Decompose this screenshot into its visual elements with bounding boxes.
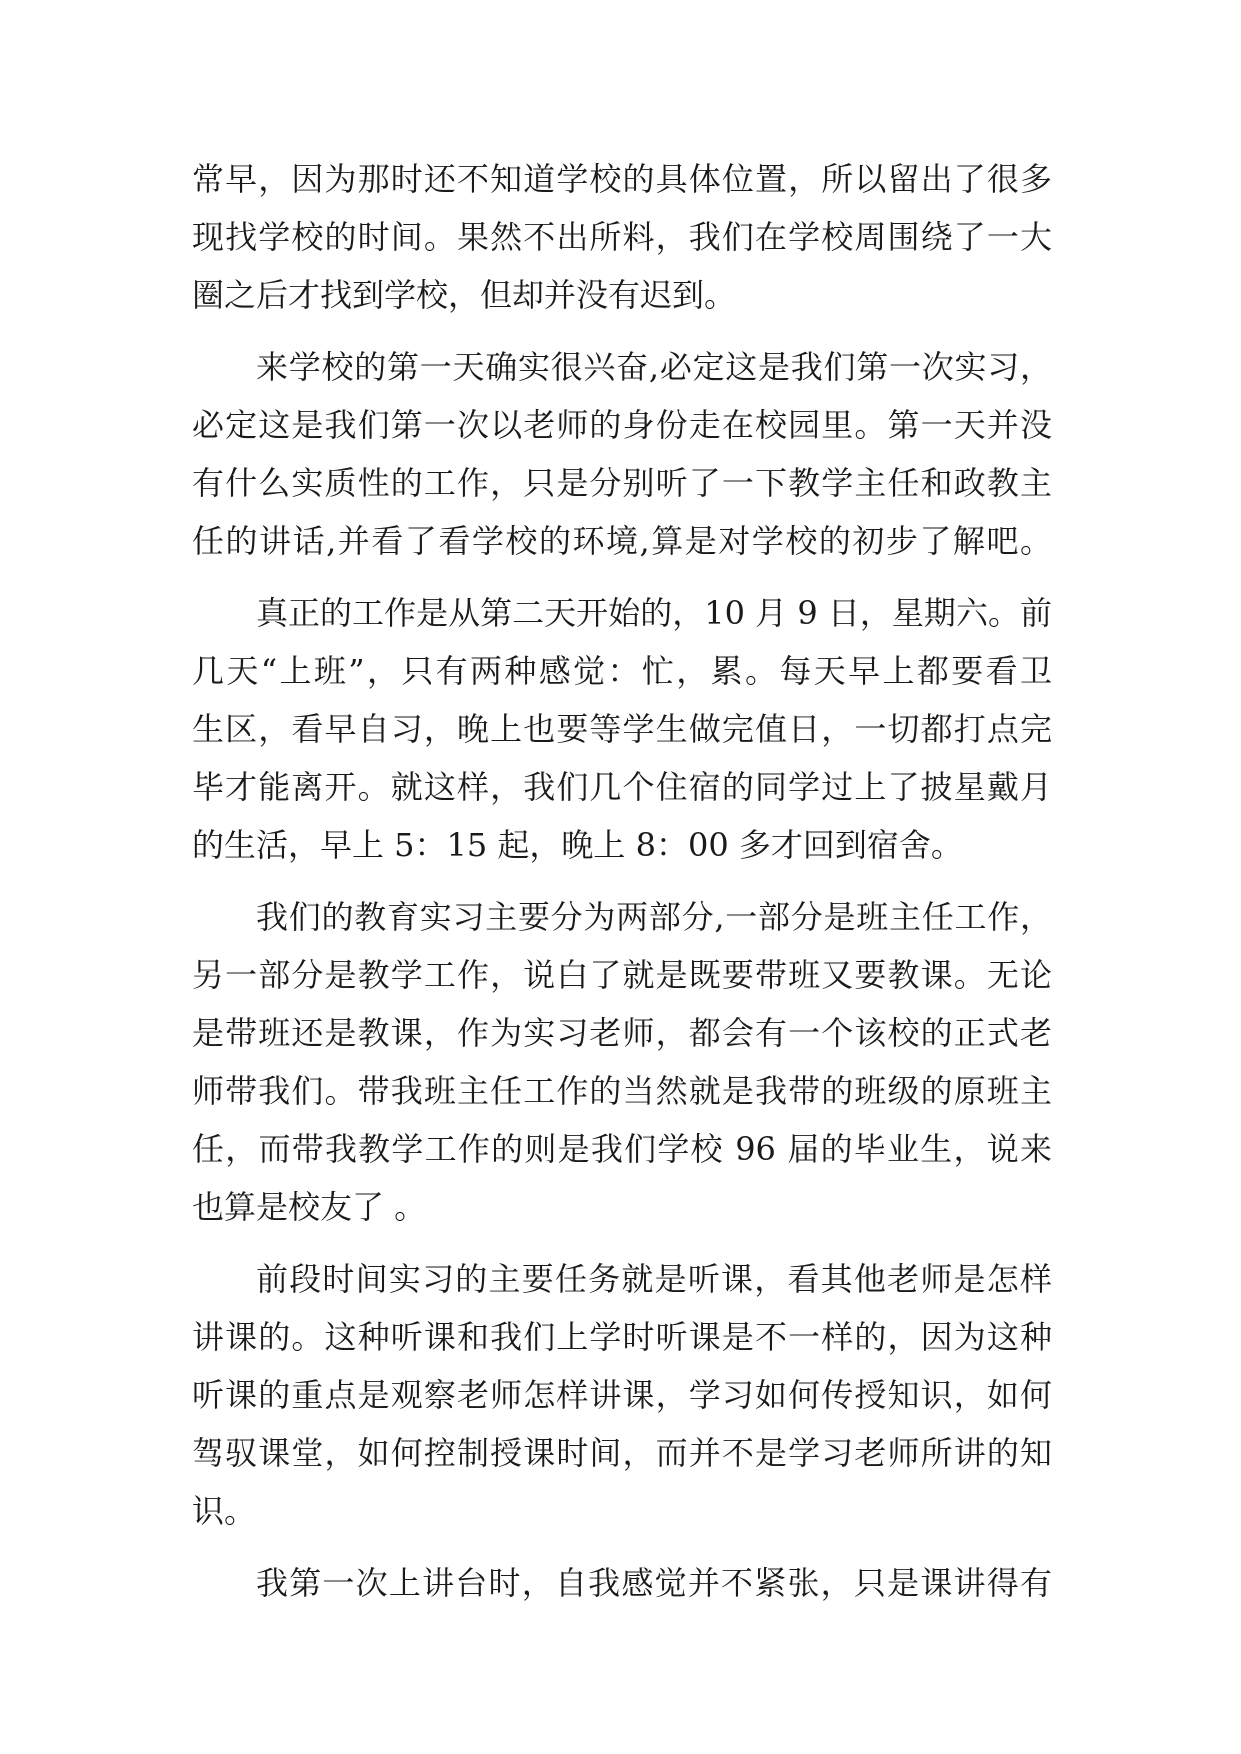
paragraph (192, 888, 1052, 1236)
text-line: 有什么实质性的工作，只是分别听了一下教学主任和政教主 (192, 464, 1052, 502)
text-line: 前段时间实习的主要任务就是听课，看其他老师是怎样 (256, 1260, 1052, 1298)
paragraph (192, 1554, 1052, 1612)
text-line: 圈之后才找到学校，但却并没有迟到。 (192, 276, 737, 314)
text-line: 也算是校友了 。 (192, 1188, 427, 1226)
text-line: 另一部分是教学工作，说白了就是既要带班又要教课。无论 (192, 956, 1052, 994)
text-line: 来学校的第一天确实很兴奋,必定这是我们第一次实习， (256, 348, 1052, 386)
text-line: 几天“上班”，只有两种感觉：忙，累。每天早上都要看卫 (192, 652, 1052, 690)
paragraph (192, 150, 1052, 324)
text-line: 毕才能离开。就这样，我们几个住宿的同学过上了披星戴月 (192, 768, 1052, 806)
text-line: 是带班还是教课，作为实习老师，都会有一个该校的正式老 (192, 1014, 1052, 1052)
text-line: 任，而带我教学工作的则是我们学校 96 届的毕业生，说来 (192, 1130, 1052, 1168)
text-line: 我们的教育实习主要分为两部分,一部分是班主任工作， (256, 898, 1052, 936)
text-line: 讲课的。这种听课和我们上学时听课是不一样的，因为这种 (192, 1318, 1052, 1356)
text-line: 常早，因为那时还不知道学校的具体位置，所以留出了很多 (192, 160, 1052, 198)
document-body (192, 150, 1052, 1612)
text-line: 听课的重点是观察老师怎样讲课，学习如何传授知识，如何 (192, 1376, 1052, 1414)
text-line: 必定这是我们第一次以老师的身份走在校园里。第一天并没 (192, 406, 1052, 444)
paragraph (192, 338, 1052, 570)
text-line: 驾驭课堂，如何控制授课时间，而并不是学习老师所讲的知 (192, 1434, 1052, 1472)
text-line: 任的讲话,并看了看学校的环境,算是对学校的初步了解吧。 (192, 522, 1052, 560)
text-line: 识。 (192, 1492, 257, 1530)
text-line: 真正的工作是从第二天开始的，10 月 9 日，星期六。前 (256, 594, 1052, 632)
text-line: 现找学校的时间。果然不出所料，我们在学校周围绕了一大 (192, 218, 1052, 256)
paragraph (192, 584, 1052, 874)
text-line: 的生活，早上 5：15 起，晚上 8：00 多才回到宿舍。 (192, 826, 963, 864)
text-line: 生区，看早自习，晚上也要等学生做完值日，一切都打点完 (192, 710, 1052, 748)
text-line: 我第一次上讲台时，自我感觉并不紧张，只是课讲得有 (256, 1564, 1052, 1602)
text-line: 师带我们。带我班主任工作的当然就是我带的班级的原班主 (192, 1072, 1052, 1110)
paragraph (192, 1250, 1052, 1540)
